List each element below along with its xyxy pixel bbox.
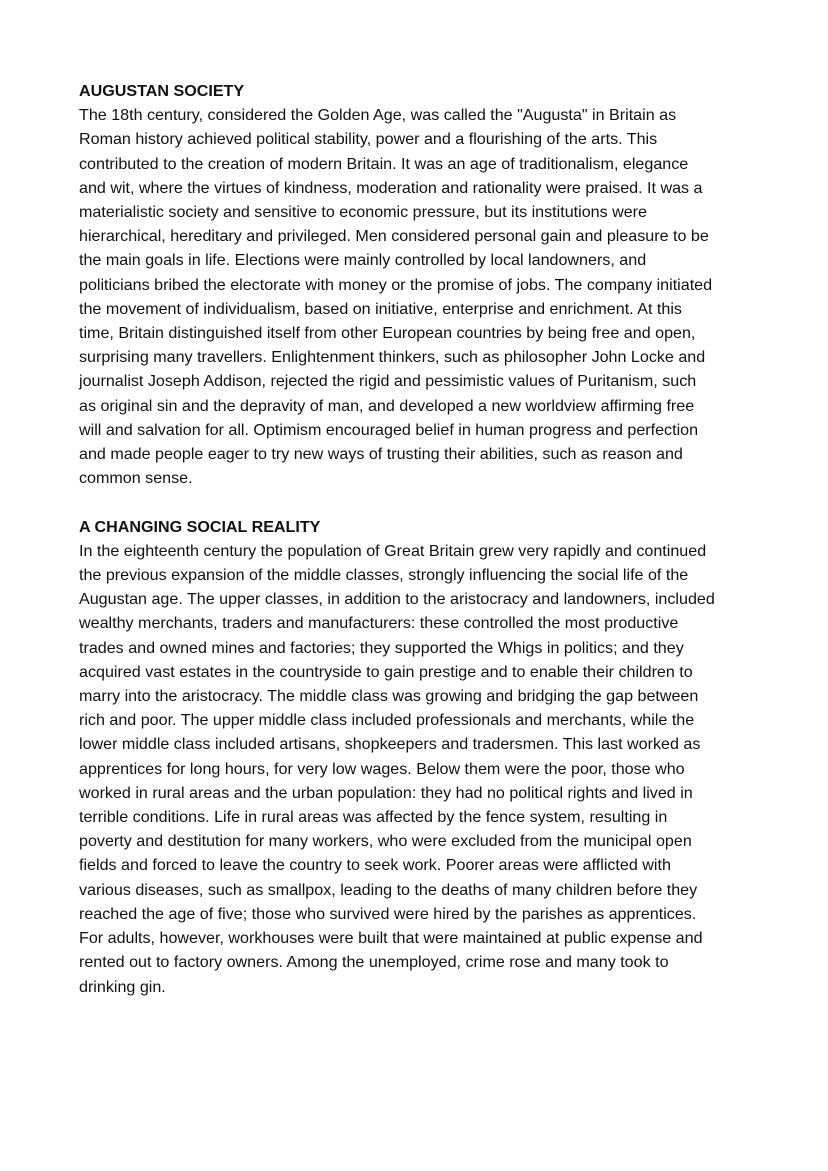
section-body bbox=[79, 539, 759, 999]
body-line: Augustan age. The upper classes, in addition to the aristocracy and landowners, included bbox=[79, 590, 715, 609]
section-gap bbox=[79, 490, 759, 514]
section-heading: A CHANGING SOCIAL REALITY bbox=[79, 517, 321, 536]
body-line: acquired vast estates in the countryside to gain prestige and to enable their children to bbox=[79, 662, 693, 681]
body-line: journalist Joseph Addison, rejected the rigid and pessimistic values of Puritanism, such bbox=[79, 372, 697, 391]
document-page bbox=[79, 79, 759, 999]
section-augustan-society bbox=[79, 79, 759, 490]
body-line: worked in rural areas and the urban population: they had no political rights and lived in bbox=[79, 783, 693, 802]
body-line: and wit, where the virtues of kindness, moderation and rationality were praised. It was a bbox=[79, 178, 703, 197]
body-line: terrible conditions. Life in rural areas was affected by the fence system, resulting in bbox=[79, 808, 668, 827]
body-line: will and salvation for all. Optimism encouraged belief in human progress and perfection bbox=[79, 420, 699, 439]
body-line: wealthy merchants, traders and manufacturers: these controlled the most productive bbox=[79, 614, 679, 633]
body-line: surprising many travellers. Enlightenment thinkers, such as philosopher John Locke and bbox=[79, 348, 706, 367]
body-line: poverty and destitution for many workers, who were excluded from the municipal open bbox=[79, 832, 692, 851]
body-line: rented out to factory owners. Among the unemployed, crime rose and many took to bbox=[79, 953, 669, 972]
body-line: politicians bribed the electorate with money or the promise of jobs. The company initiated bbox=[79, 275, 713, 294]
body-line: materialistic society and sensitive to economic pressure, but its institutions were bbox=[79, 203, 647, 222]
body-line: In the eighteenth century the population of Great Britain grew very rapidly and continued bbox=[79, 541, 707, 560]
body-line: various diseases, such as smallpox, leading to the deaths of many children before they bbox=[79, 880, 698, 899]
body-line: common sense. bbox=[79, 469, 193, 488]
body-line: For adults, however, workhouses were built that were maintained at public expense and bbox=[79, 929, 703, 948]
section-body bbox=[79, 103, 759, 490]
body-line: contributed to the creation of modern Britain. It was an age of traditionalism, elegance bbox=[79, 154, 689, 173]
body-line: hierarchical, hereditary and privileged. Men considered personal gain and pleasure to be bbox=[79, 227, 709, 246]
body-line: trades and owned mines and factories; they supported the Whigs in politics; and they bbox=[79, 638, 684, 657]
section-heading: AUGUSTAN SOCIETY bbox=[79, 82, 245, 100]
body-line: marry into the aristocracy. The middle class was growing and bridging the gap between bbox=[79, 687, 699, 706]
body-line: lower middle class included artisans, shopkeepers and tradersmen. This last worked as bbox=[79, 735, 701, 754]
body-line: apprentices for long hours, for very low wages. Below them were the poor, those who bbox=[79, 759, 685, 778]
body-line: the main goals in life. Elections were mainly controlled by local landowners, and bbox=[79, 251, 647, 270]
body-line: fields and forced to leave the country to seek work. Poorer areas were afflicted with bbox=[79, 856, 671, 875]
body-line: the movement of individualism, based on initiative, enterprise and enrichment. At this bbox=[79, 299, 682, 318]
body-line: the previous expansion of the middle classes, strongly influencing the social life of the bbox=[79, 566, 689, 585]
body-line: Roman history achieved political stability, power and a flourishing of the arts. This bbox=[79, 130, 658, 149]
body-line: drinking gin. bbox=[79, 977, 166, 996]
section-changing-social-reality bbox=[79, 515, 759, 999]
body-line: rich and poor. The upper middle class included professionals and merchants, while the bbox=[79, 711, 695, 730]
body-line: reached the age of five; those who survived were hired by the parishes as apprentices. bbox=[79, 904, 697, 923]
body-line: time, Britain distinguished itself from other European countries by being free and open, bbox=[79, 324, 696, 343]
body-line: as original sin and the depravity of man, and developed a new worldview affirming free bbox=[79, 396, 695, 415]
body-line: The 18th century, considered the Golden Age, was called the "Augusta" in Britain as bbox=[79, 106, 677, 125]
body-line: and made people eager to try new ways of trusting their abilities, such as reason and bbox=[79, 445, 683, 464]
